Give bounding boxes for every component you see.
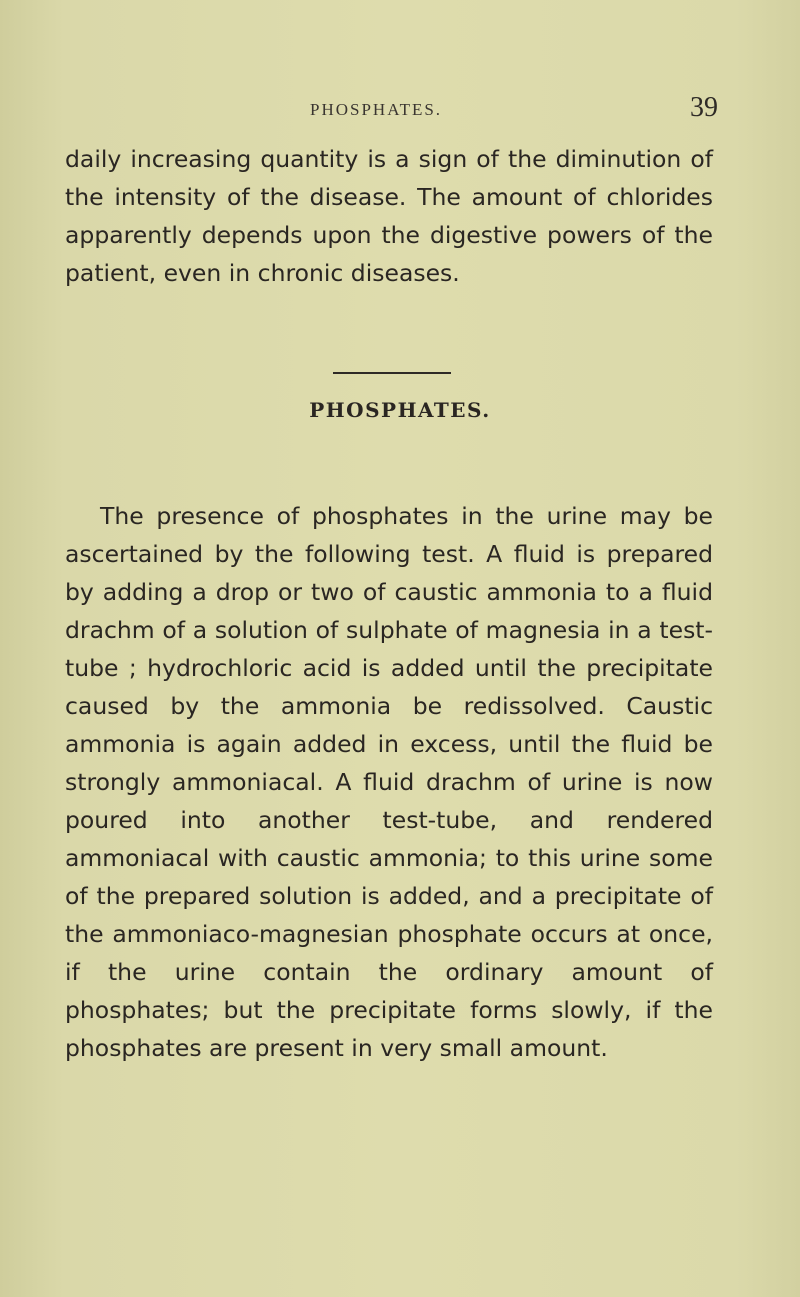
running-head: PHOSPHATES. (310, 100, 443, 119)
paragraph-phosphates: The presence of phosphates in the urine may be ascertained by the following test. A fluid is prepared by adding a drop or two of caustic ammonia to a fluid drachm of a solution of sulphate of magnesia in a test-tube ; hydrochloric acid is added until the precipitate caused by the ammonia be redissolved. Caustic ammonia is again added in excess, until the fluid be strongly ammoniacal. A fluid drachm of urine is now poured into another test-tube, and rendered ammoniacal with caustic ammonia; to this urine some of the prepared solution is added, and a precipitate of the ammoniaco-magnesian phosphate occurs at once, if the urine contain the ordinary amount of phosphates; but the precipitate forms slowly, if the phosphates are present in very small amount. (65, 502, 713, 1062)
section-heading: PHOSPHATES. (309, 398, 491, 422)
section-divider (333, 372, 451, 374)
page-number: 39 (690, 92, 718, 123)
paragraph-chlorides: daily increasing quantity is a sign of the diminution of the intensity of the disease. The amount of chlorides apparently depends upon the digestive powers of the patient, even in chronic diseases. (65, 145, 713, 287)
